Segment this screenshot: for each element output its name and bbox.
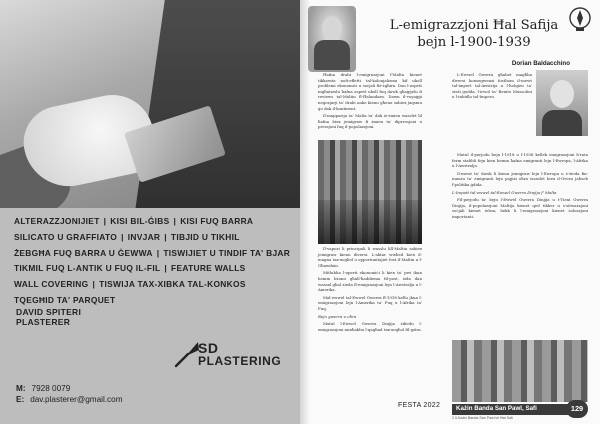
paragraph: L-Ewwel Gwerra għabet magħha diversi konsegwenzi fosthom il-mewt tal-impert tal-Awstrija u l-ħolqien ta' stati ġodda, l-irwol ta' Benito Mussolini u l-inbidla tal-Imperu. [452,72,532,100]
service-item: KISI FUQ BARRA [180,216,254,226]
festa-label: FESTA 2022 [398,402,441,409]
article-column-1 [318,72,422,132]
title-line2: bejn l-1900-1939 [417,35,531,50]
brand-sd: SD [198,340,219,356]
services-list [14,214,296,309]
service-item: FEATURE WALLS [171,263,246,274]
email-row [16,394,123,405]
paragraph: Il-vapuri li principali li wasslu lill-Maltin sabiex jemigraw kienu diversi. L-aktar wieħed kien il-magna tax-xogħol u opportunitajiet fost il-Maltin u l-Għawdxin. [318,246,422,268]
service-item: ŻEBGĦA FUQ BARRA U ĠEWWA [14,247,153,258]
subheading: L-Impatt tal-ewwel tal-Ewwel Gwerra Dinjija f' Malta [452,189,557,195]
service-item: TIKMIL FUQ L-ANTIK U FUQ IL-FIL [14,263,161,274]
services-row: SILICATO U GRAFFIATO | INVJAR | TIBJID U TIKHIL [14,231,240,242]
service-item: ALTERAZZJONIJIET [14,216,100,226]
band-subtitle: 2 Il-Każin Banda San Pawl ta' Ħal Safi [452,416,513,420]
paragraph: Matul l-Ewwel Gwerra Dinjija żdiedu l-emigrazzjoni minħabba l-qagħad tax-xogħol fil-gżira. [318,321,422,332]
services-row: WALL COVERING | TISWIJA TAX-XIBKA TAL-KONKOS [14,279,246,290]
portrait-face [322,16,342,40]
service-item: TIBJID U TIKHIL [170,231,240,242]
contact-details [16,383,123,405]
services-row: ALTERAZZJONIJIET | KISI BIL-ĠIBS | KISI FUQ BARRA [14,216,254,226]
brand-logo [198,341,281,368]
service-item: KISI BIL-ĠIBS [110,216,170,226]
contact-name-line2: PLASTERER [16,317,71,327]
article-column-2 [452,72,532,102]
services-row: ŻEBGĦA FUQ BARRA U ĠEWWA | TISWIJIET U TINDIF TA' BJAR [14,247,291,258]
phone-row [16,383,123,394]
band-name: Każin Banda San Pawl, Safi [456,405,537,412]
service-item: INVJAR [127,231,161,242]
paragraph: Il-mewt ta' dawk li kienu jemigraw lejn l-Ewropa u ż-żieda fin-numru ta' emigranti lejn pajjiżi oħra wasslet biex il-Gvern jaħseb f'politika ġdida. [452,170,588,187]
plastering-photo [0,0,300,208]
phone-label: M: [16,384,26,393]
article-page [300,0,600,424]
brand-plastering: PLASTERING [198,354,282,368]
page-number: 129 [566,400,588,418]
article-author: Dorian Baldacchino [511,60,570,67]
service-item: TISWIJIET U TINDIF TA' BJAR [163,247,291,258]
title-line1: L-emigrazzjoni Ħal Safija [389,18,559,33]
contact-name [16,307,81,327]
portrait-body [314,40,350,70]
service-item: SILICATO U GRAFFIATO [14,231,118,242]
contact-name-line1: DAVID SPITERI [16,307,82,317]
email-address[interactable]: dav.plasterer@gmail.com [30,395,123,404]
historic-crowd-photo [318,140,422,244]
article-column-2-lower [452,152,588,222]
paragraph: Il-mapparija ta' Malta ta' dak iż-żmien wasslet lil ħafna biex jemigraw fi żmien ta' dipressjoni u pressjoni fuq il-popolazzjoni. [318,113,422,130]
phone-number[interactable]: 7928 0079 [31,384,71,393]
trowel-logo-icon [174,340,200,368]
paragraph: Matul il-perjodu bejn l-1918 u l-1938 kellek emigrazzjoni b'rata ferm stabbli fejn kien hemm ħafna emigranti lejn l-Ewropa, l-Afrika u l-Awstralja. [452,152,588,169]
historic-family-photo [452,340,588,402]
author-shirt [542,110,582,136]
services-row: TIKMIL FUQ L-ANTIK U FUQ IL-FIL | FEATURE WALLS [14,263,246,274]
service-item: TQEGĦID TA' PARQUET [14,294,116,305]
wall-shape [134,0,300,208]
article-column-1-lower [318,246,422,334]
email-label: E: [16,395,25,404]
paragraph: Mal-ewwel tal-Ewwel Gwerra fl-1918 kellu jkun l-emigrazzjoni lejn l-Amerika ta' Fuq u l-Afrika ta' Fuq. [318,294,422,311]
service-item: TISWIJA TAX-XIBKA TAL-KONKOS [99,279,246,290]
band-footer [452,404,584,415]
paragraph: Mitlubha l-uperti ekonomiċi li kien ta' pwi ikun hemm bżonn għall-ħaddiema fil-post, iżda dan wassal għal żieda fl-emigrazzjoni lejn l-Awstralja u l-Amerika. [318,270,422,293]
paragraph: Fil-perjodu ta' bejn l-Ewwel Gwerra Dinjija u t-Tieni Gwerra Dinjija, il-popolazzjoni Maltija kienet qed tikber u s-sitwazzjoni soċjali kienet iebsa, hekk li l-emigrazzjoni kienet soluzzjoni importanti. [452,197,588,219]
article-title [376,17,572,51]
service-item: WALL COVERING [14,279,89,290]
author-face [550,80,574,108]
subheading: Bejn gwerra u oħra [318,313,357,319]
saint-portrait [308,6,356,72]
author-photo [536,70,588,136]
paragraph: Ħafna drabi l-emigrazzjoni f'Malta kienet tikkawża nofi-effetti tal-kolonjalizmu kif ukoll problemi ekonomiċi u soċjali fiż-żgħira. Dan l-aspett ingħatawlu ħafna aspett ukoll fuq dawk għaġġelu fi reviews tal-Maltin fl-Ħalandarn. Dawn il-voyaġġi negozjarji ta' drabi anke kienu għenu sabiex jaqsmu ġo dak il-kontinent. [318,72,422,111]
